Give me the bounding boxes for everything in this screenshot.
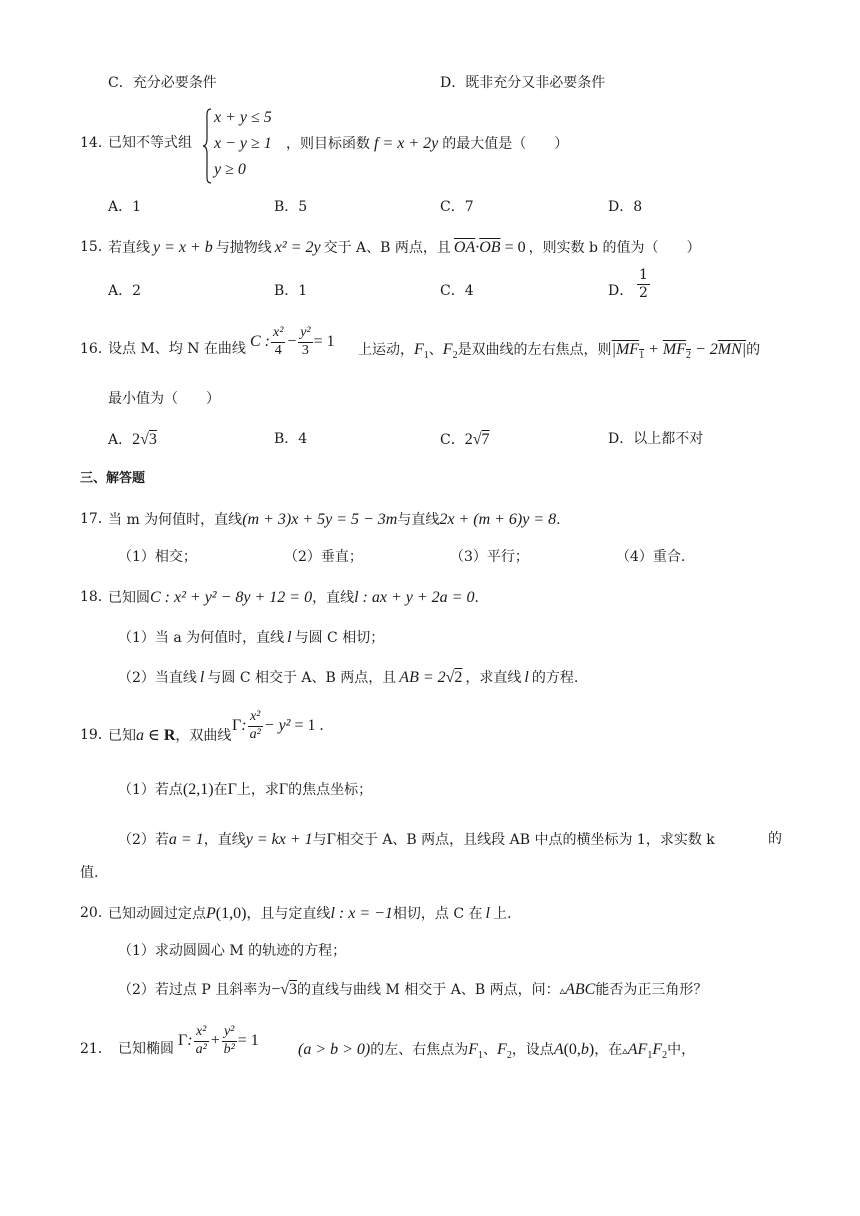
q14-option-a: A．1 <box>108 199 142 215</box>
q17-sub-1: （1）相交； <box>118 549 197 565</box>
q15-stem: 若直线 y = x + b 与抛物线 x² = 2y 交于 A、B 两点，且 $\overline{OA}\cdot\overline{OB} = 0$ ，则实数 b 的值为（ ） <box>108 239 701 256</box>
q14-inequality-3: y ≥ 0 <box>214 161 246 178</box>
q16-option-c: C．2√7 <box>440 431 490 448</box>
q14-objective-function: f = x + 2y <box>374 135 439 152</box>
q20-sub-1: （1）求动圆圆心 M 的轨迹的方程； <box>118 943 347 959</box>
q16-number: 16． <box>80 341 112 357</box>
q18-stem: 已知圆C : x² + y² − 8y + 12 = 0，直线l : ax + y + 2a = 0. <box>108 589 479 606</box>
q21-stem-text-2: (a > b > 0)的左、右焦点为$F_1$、$F_2$，设点A(0,b)，在$▵AF_1F_2$中， <box>298 1041 696 1062</box>
system-brace-icon <box>202 108 212 184</box>
q19-sub-2-tail: 的 <box>768 831 782 847</box>
q13-option-c: C．充分必要条件 <box>108 75 217 91</box>
q20-sub-2: （2）若过点 P 且斜率为−√3的直线与曲线 M 相交于 A、B 两点，问：▵ABC能否为正三角形？ <box>118 981 708 998</box>
q15-number: 15． <box>80 239 112 255</box>
q19-sub-2-wrap: 值. <box>80 865 99 881</box>
q19-stem-1: 已知a ∈ R，双曲线 <box>108 727 232 744</box>
q19-number: 19． <box>80 727 112 743</box>
q17-sub-3: （3）平行； <box>450 549 529 565</box>
q21-ellipse: Γ: $\frac{\text{x²}}{\text{a²}}$ + $\frac{\text{y²}}{\text{b²}}$ = 1 <box>178 1024 259 1057</box>
q19-hyperbola: Γ: $\frac{\text{x²}}{\text{a²}}$ − y² = 1 . <box>232 709 324 742</box>
q21-number: 21． <box>80 1041 112 1057</box>
q19-sub-1: （1）若点(2,1)在Γ上，求Γ的焦点坐标； <box>118 781 373 798</box>
q14-inequality-2: x − y ≥ 1 <box>214 135 272 152</box>
q16-option-d: D．以上都不对 <box>608 431 704 447</box>
q21-stem-text: 已知椭圆 <box>118 1041 174 1057</box>
q16-stem-text: 设点 M、均 N 在曲线 <box>108 341 246 357</box>
q18-number: 18． <box>80 589 112 605</box>
q17-stem: 当 m 为何值时，直线(m + 3)x + 5y = 5 − 3m与直线2x + (m + 6)y = 8. <box>108 511 561 528</box>
q17-number: 17． <box>80 511 112 527</box>
q16-stem-text-2: 上运动，$F_1$、$F_2$是双曲线的左右焦点，则$|MF_1 + MF_2 - 2MN|$的 <box>358 341 761 362</box>
q15-option-b: B．1 <box>274 283 308 299</box>
q14-mid-text: ，则目标函数 f = x + 2y 的最大值是（ ） <box>286 135 569 152</box>
q14-number: 14． <box>80 135 112 151</box>
q16-option-b: B．4 <box>274 431 308 447</box>
q17-sub-2: （2）垂直； <box>284 549 363 565</box>
q14-option-d: D．8 <box>608 199 643 215</box>
q20-stem: 已知动圆过定点P(1,0)，且与定直线l : x = −1相切，点 C 在 l 上. <box>108 905 512 922</box>
q19-sub-2: （2）若a = 1，直线y = kx + 1与Γ相交于 A、B 两点，且线段 AB 中点的横坐标为 1，求实数 k <box>118 831 715 848</box>
q14-lead: 已知不等式组 <box>108 135 192 151</box>
section-heading: 三、解答题 <box>80 471 146 486</box>
q16-option-a: A．2√3 <box>108 431 157 448</box>
q13-option-d: D．既非充分又非必要条件 <box>440 75 606 91</box>
q15-option-a: A．2 <box>108 283 142 299</box>
q16-hyperbola: C : $\frac{\text{x²}}{4}$ − $\frac{\text{y²}}{3}$ = 1 <box>250 325 335 358</box>
q18-sub-2: （2）当直线 l 与圆 C 相交于 A、B 两点，且 AB = 2√2 ，求直线 l 的方程. <box>118 669 579 686</box>
q15-option-c: C．4 <box>440 283 474 299</box>
q17-sub-4: （4）重合. <box>616 549 686 565</box>
q14-option-c: C．7 <box>440 199 474 215</box>
q15-option-d: D． <box>608 283 634 299</box>
q14-option-b: B．5 <box>274 199 308 215</box>
q20-number: 20． <box>80 905 112 921</box>
q18-sub-1: （1）当 a 为何值时，直线 l 与圆 C 相切； <box>118 629 385 646</box>
q14-inequality-1: x + y ≤ 5 <box>214 109 272 126</box>
q15-option-d-fraction: $\frac{1}{2}$ <box>639 267 648 301</box>
q16-line-2: 最小值为（ ） <box>108 391 220 407</box>
